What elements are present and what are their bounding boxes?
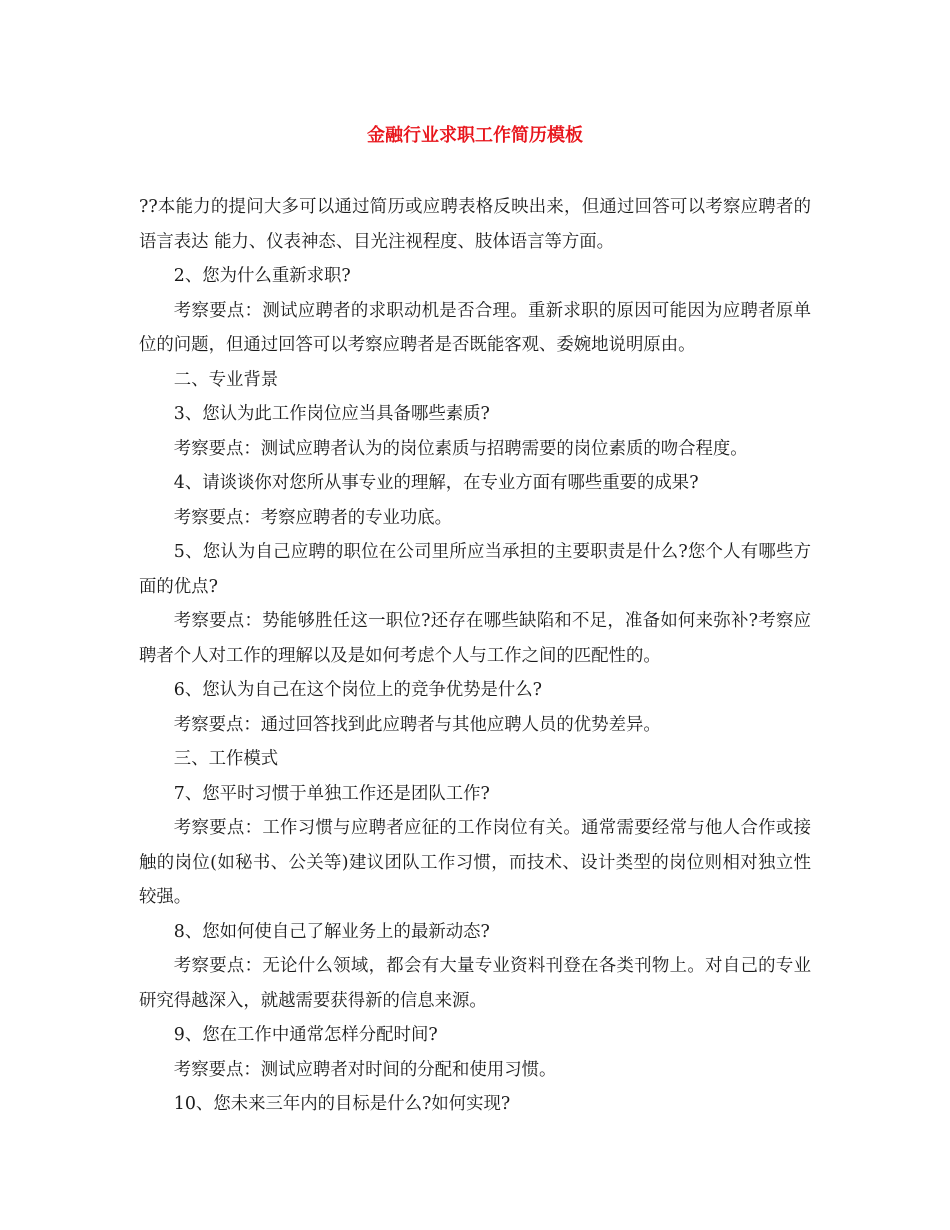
question-2: 2、您为什么重新求职? (173, 266, 351, 286)
question-7: 7、您平时习惯于单独工作还是团队工作? (173, 783, 490, 804)
answer-9: 考察要点：测试应聘者对时间的分配和使用习惯。 (173, 1059, 557, 1080)
question-6: 6、您认为自己在这个岗位上的竞争优势是什么? (173, 680, 542, 700)
section-heading-3: 三、工作模式 (173, 749, 279, 769)
section-heading-2: 二、专业背景 (173, 369, 279, 390)
document-title: 金融行业求职工作简历模板 (367, 125, 583, 146)
paragraph-intro: ??本能力的提问大多可以通过简历或应聘表格反映出来，但通过回答可以考察应聘者的语言表达 能力、仪表神态、目光注视程度、肢体语言等方面。 (139, 197, 811, 252)
document-body (139, 190, 811, 1122)
answer-8: 考察要点：无论什么领域，都会有大量专业资料刊登在各类刊物上。对自己的专业研究得越深入，就越需要获得新的信息来源。 (139, 956, 811, 1011)
question-8: 8、您如何使自己了解业务上的最新动态? (173, 921, 490, 942)
answer-5: 考察要点：势能够胜任这一职位?还存在哪些缺陷和不足，准备如何来弥补?考察应聘者个人对工作的理解以及是如何考虑个人与工作之间的匹配性的。 (139, 611, 811, 666)
answer-4: 考察要点：考察应聘者的专业功底。 (173, 507, 453, 528)
question-9: 9、您在工作中通常怎样分配时间? (173, 1025, 438, 1045)
question-3: 3、您认为此工作岗位应当具备哪些素质? (173, 404, 490, 424)
answer-6: 考察要点：通过回答找到此应聘者与其他应聘人员的优势差异。 (173, 714, 661, 735)
question-4: 4、请谈谈你对您所从事专业的理解，在专业方面有哪些重要的成果? (173, 473, 699, 493)
answer-7: 考察要点：工作习惯与应聘者应征的工作岗位有关。通常需要经常与他人合作或接触的岗位(如秘书、公关等)建议团队工作习惯，而技术、设计类型的岗位则相对独立性较强。 (139, 818, 811, 907)
answer-3: 考察要点：测试应聘者认为的岗位素质与招聘需要的岗位素质的吻合程度。 (173, 438, 748, 459)
question-10: 10、您未来三年内的目标是什么?如何实现? (173, 1094, 511, 1114)
question-5: 5、您认为自己应聘的职位在公司里所应当承担的主要职责是什么?您个人有哪些方面的优点? (139, 542, 811, 597)
answer-2: 考察要点：测试应聘者的求职动机是否合理。重新求职的原因可能因为应聘者原单位的问题，但通过回答可以考察应聘者是否既能客观、委婉地说明原由。 (139, 300, 811, 355)
